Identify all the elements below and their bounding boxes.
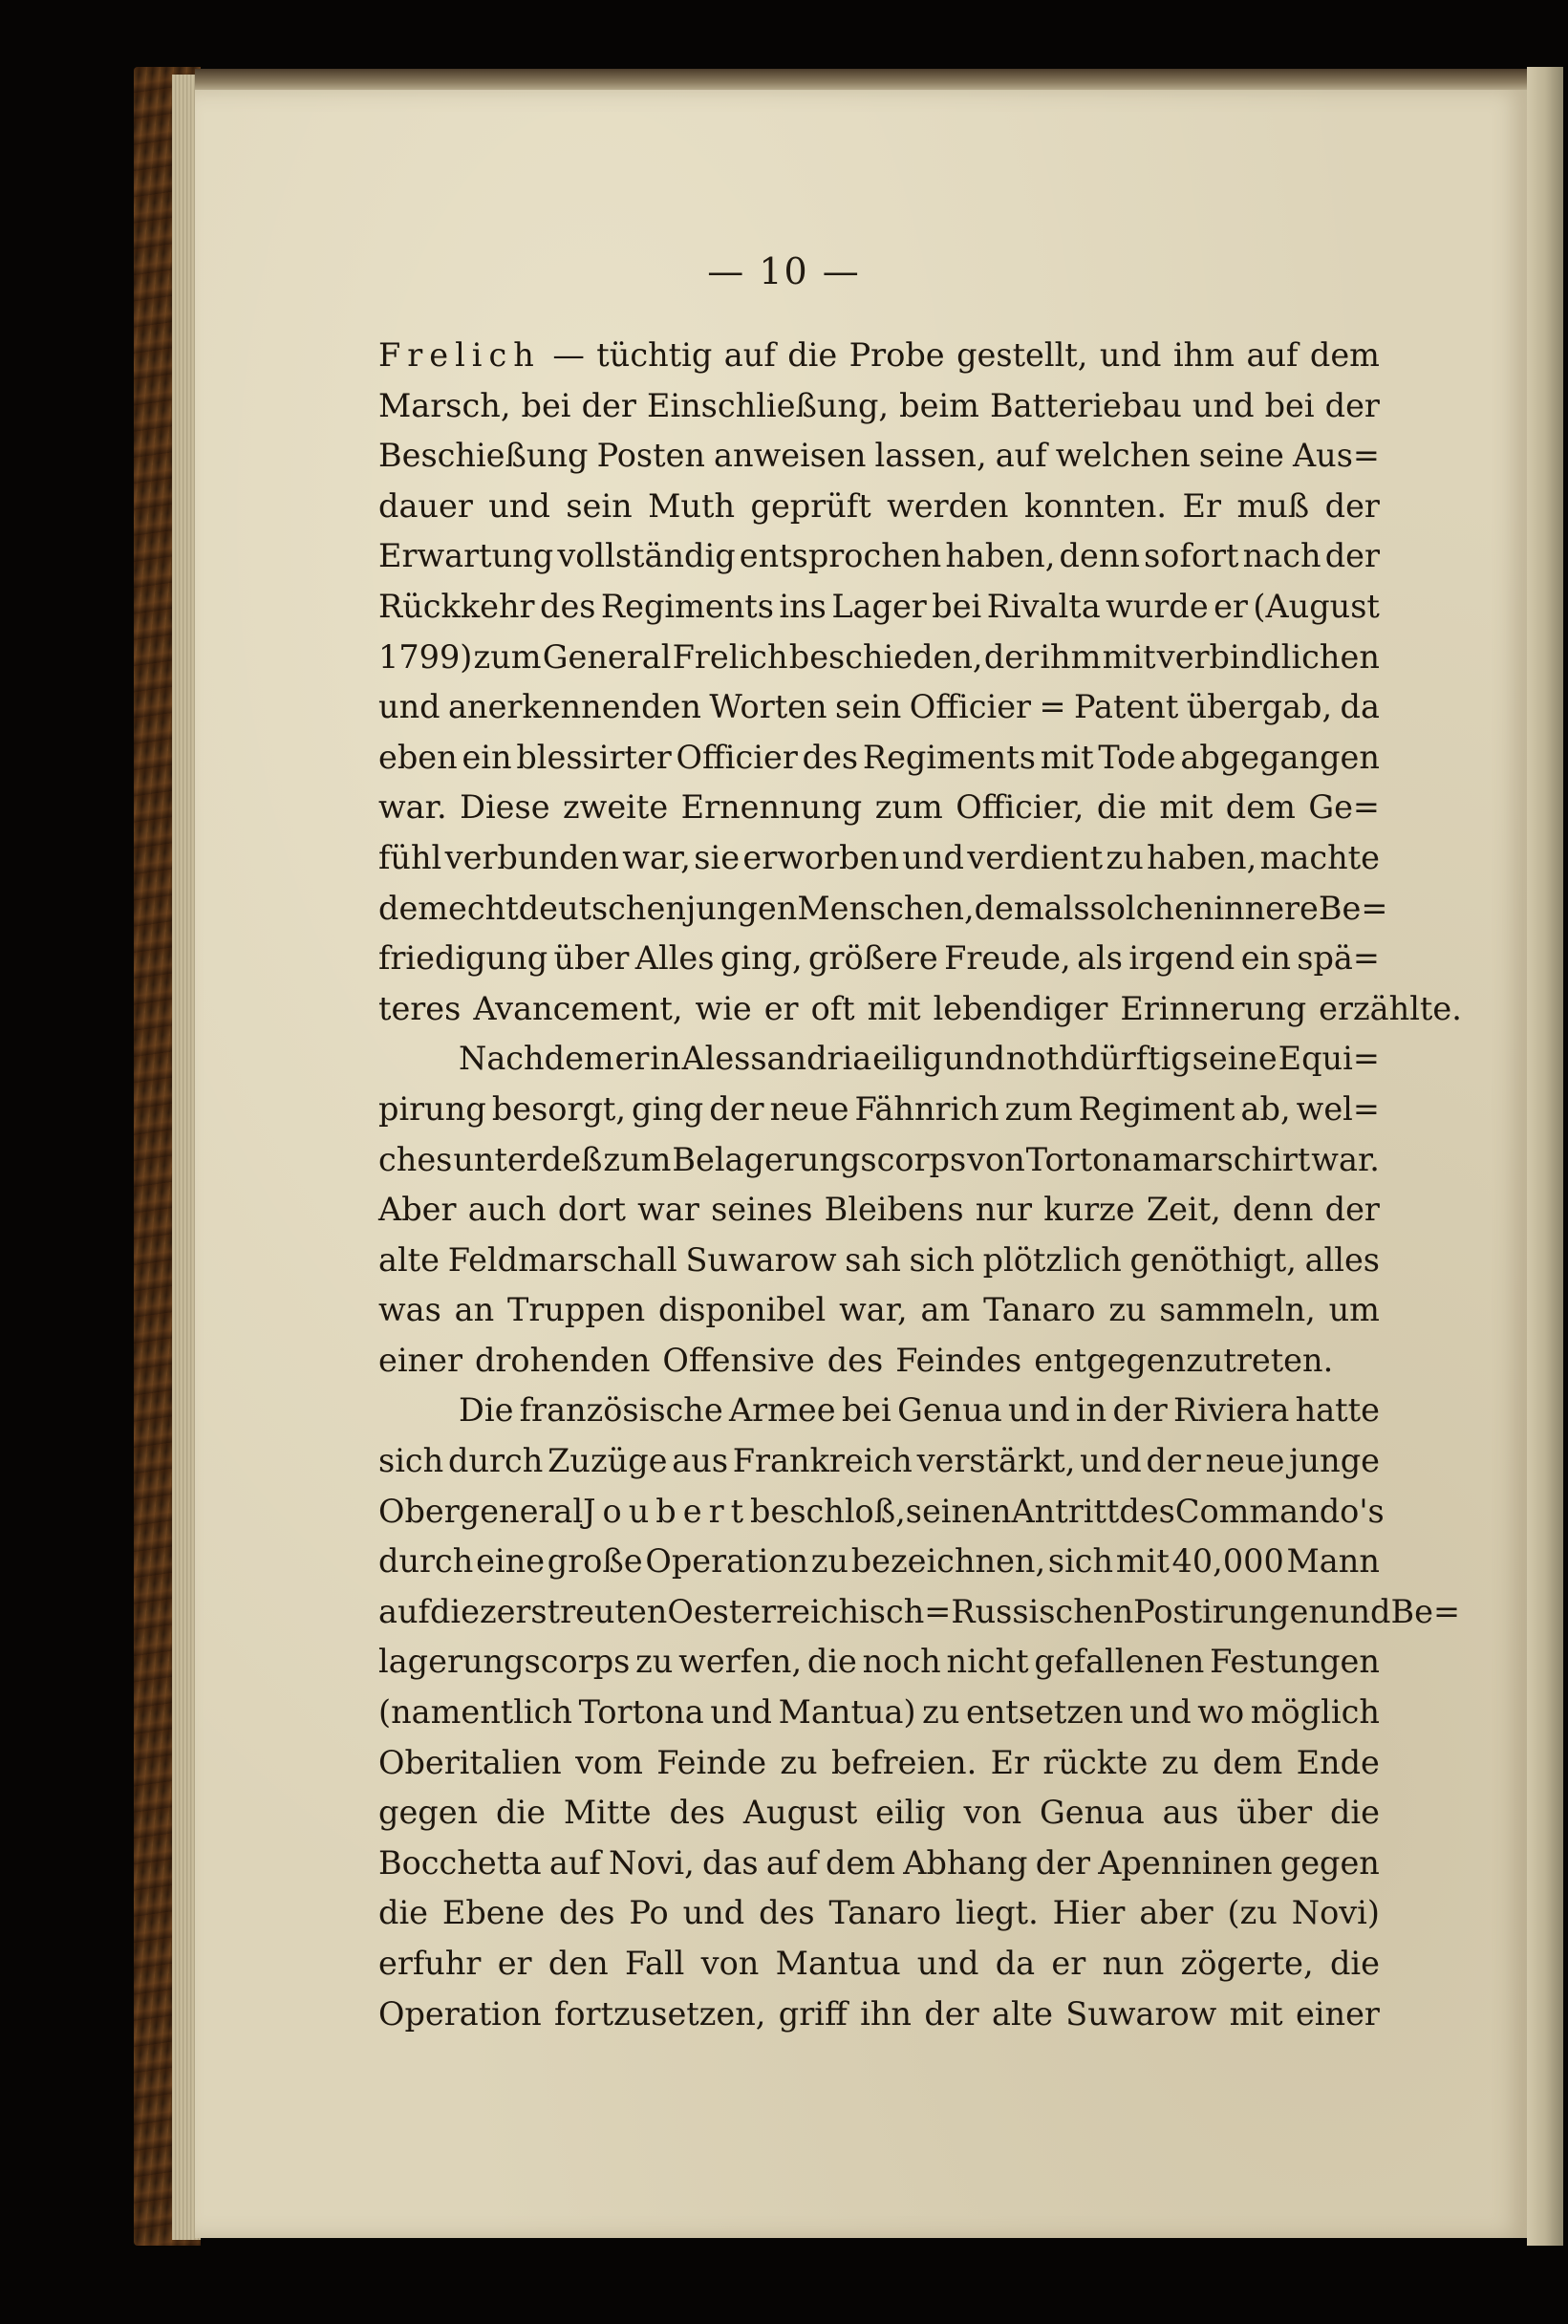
body-text [378, 331, 1462, 2039]
text-line: die Ebene des Po und des Tanaro liegt. Hier aber (zu Novi) [378, 1894, 1380, 1932]
text-line: friedigung über Alles ging, größere Freude, als irgend ein spä= [378, 939, 1380, 978]
text-line: Rückkehr des Regiments ins Lager bei Rivalta wurde er (August [378, 587, 1380, 625]
text-line: Nachdem er in Alessandria eilig und nothdürftig seine Equi= [459, 1040, 1380, 1078]
text-line: (namentlich Tortona und Mantua) zu entsetzen und wo möglich [378, 1693, 1380, 1732]
text-line: Erwartung vollständig entsprochen haben, denn sofort nach der [378, 537, 1380, 575]
text-line: Aber auch dort war seines Bleibens nur kurze Zeit, denn der [378, 1191, 1380, 1229]
text-line: Operation fortzusetzen, griff ihn der alte Suwarow mit einer [378, 1994, 1380, 2033]
text-line: Obergeneral Joubert beschloß, seinen Antritt des Commando's [378, 1492, 1385, 1530]
text-line: durch eine große Operation zu bezeichnen, sich mit 40,000 Mann [378, 1542, 1380, 1581]
text-line: alte Feldmarschall Suwarow sah sich plötzlich genöthigt, alles [378, 1240, 1380, 1279]
text-line: einer drohenden Offensive des Feindes entgegenzutreten. [378, 1341, 1334, 1379]
text-line: Marsch, bei der Einschließung, beim Batteriebau und bei der [378, 386, 1380, 424]
text-line: 1799) zum General Frelich beschieden, der ihm mit verbindlichen [378, 637, 1380, 676]
text-line: lagerungscorps zu werfen, die noch nicht gefallenen Festungen [378, 1643, 1380, 1681]
text-line: pirung besorgt, ging der neue Fähnrich zum Regiment ab, wel= [378, 1089, 1380, 1128]
text-line: Beschießung Posten anweisen lassen, auf welchen seine Aus= [378, 437, 1380, 475]
text-line: ches unterdeß zum Belagerungscorps von Tortona marschirt war. [378, 1140, 1380, 1178]
text-line: was an Truppen disponibel war, am Tanaro zu sammeln, um [378, 1291, 1380, 1329]
text-line: Bocchetta auf Novi, das auf dem Abhang der Apenninen gegen [378, 1843, 1380, 1882]
text-line: teres Avancement, wie er oft mit lebendiger Erinnerung erzählte. [378, 989, 1462, 1027]
text-line: Oberitalien vom Feinde zu befreien. Er rückte zu dem Ende [378, 1743, 1380, 1781]
text-line: Frelich — tüchtig auf die Probe gestellt, und ihm auf dem [378, 336, 1380, 374]
text-line: Die französische Armee bei Genua und in der Riviera hatte [459, 1391, 1380, 1430]
text-line: gegen die Mitte des August eilig von Genua aus über die [378, 1794, 1380, 1832]
text-line: eben ein blessirter Officier des Regiments mit Tode abgegangen [378, 738, 1380, 776]
text-line: auf die zerstreuten Oesterreichisch=Russischen Postirungen und Be= [378, 1592, 1461, 1630]
page-number: — 10 — [707, 250, 861, 292]
text-line: erfuhr er den Fall von Mantua und da er nun zögerte, die [378, 1945, 1380, 1982]
facing-page-edge [1527, 67, 1563, 2246]
text-line: war. Diese zweite Ernennung zum Officier, die mit dem Ge= [378, 788, 1380, 827]
text-line: und anerkennenden Worten sein Officier = Patent übergab, da [378, 688, 1380, 726]
text-line: fühl verbunden war, sie erworben und verdient zu haben, machte [378, 838, 1380, 876]
text-line: dauer und sein Muth geprüft werden konnten. Er muß der [378, 486, 1380, 525]
text-line: sich durch Zuzüge aus Frankreich verstärkt, und der neue junge [378, 1442, 1380, 1480]
text-line: dem echt deutschen jungen Menschen, dem als solchen innere Be= [378, 889, 1388, 927]
